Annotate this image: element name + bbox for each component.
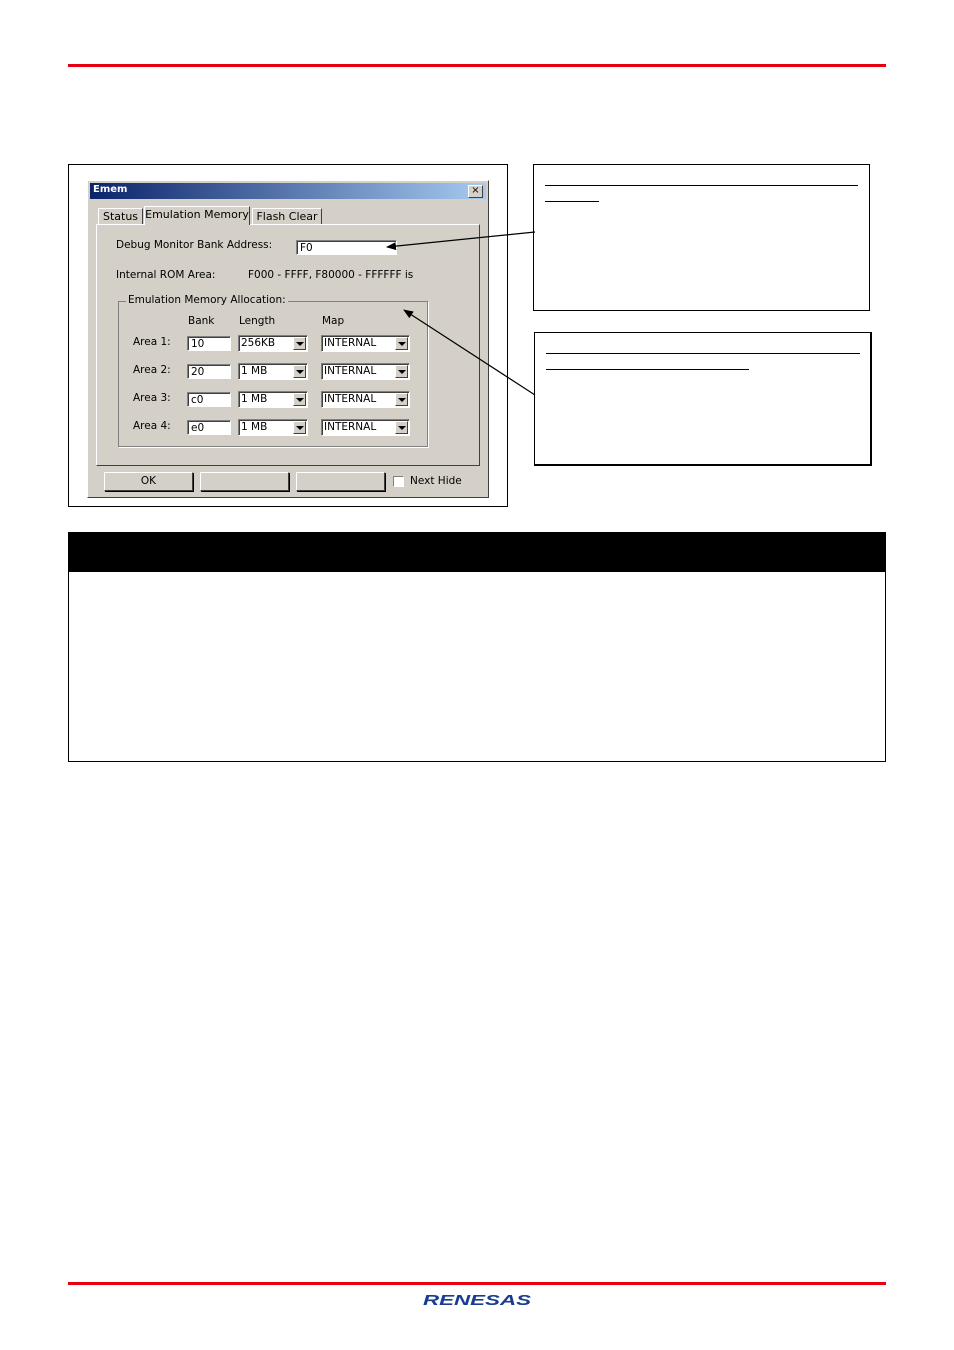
dialog-titlebar <box>90 183 486 199</box>
svg-text:RENESAS: RENESAS <box>423 1292 531 1309</box>
col-header-bank: Bank <box>188 315 215 327</box>
area-3-map-select[interactable] <box>321 391 410 408</box>
allocation-title: Emulation Memory Allocation: <box>128 294 286 306</box>
debug-monitor-input[interactable]: F0 <box>296 240 397 255</box>
area-1-map-value: INTERNAL <box>324 337 377 349</box>
tab-status[interactable]: Status <box>98 208 143 224</box>
dialog-button-3[interactable] <box>296 472 385 491</box>
close-icon: × <box>471 185 480 196</box>
area-4-length-value: 1 MB <box>241 421 268 433</box>
chevron-down-icon[interactable] <box>293 365 306 378</box>
area-2-length-value: 1 MB <box>241 365 268 377</box>
area-2-map-select[interactable] <box>321 363 410 380</box>
emem-dialog <box>87 180 489 498</box>
next-hide-label: Next Hide <box>410 475 462 487</box>
area-4-length-select[interactable] <box>238 419 308 436</box>
ok-button[interactable]: OK <box>104 472 193 491</box>
callout-2-heading-line <box>546 353 860 354</box>
dialog-title: Emem <box>93 184 128 195</box>
area-4-label: Area 4: <box>133 420 171 432</box>
col-header-length: Length <box>239 315 276 327</box>
area-1-label: Area 1: <box>133 336 171 348</box>
chevron-down-icon[interactable] <box>293 421 306 434</box>
tab-flash-clear[interactable]: Flash Clear <box>252 208 322 224</box>
callout-box-1 <box>533 164 870 311</box>
close-button[interactable] <box>468 185 483 198</box>
area-2-bank-input[interactable]: 20 <box>187 364 231 379</box>
chevron-down-icon[interactable] <box>293 337 306 350</box>
renesas-logo <box>423 1290 533 1310</box>
chevron-down-icon[interactable] <box>293 393 306 406</box>
debug-monitor-label: Debug Monitor Bank Address: <box>116 239 273 251</box>
area-4-map-select[interactable] <box>321 419 410 436</box>
note-body <box>68 572 886 762</box>
chevron-down-icon[interactable] <box>395 337 408 350</box>
area-3-map-value: INTERNAL <box>324 393 377 405</box>
internal-rom-label: Internal ROM Area: <box>116 269 216 281</box>
area-2-label: Area 2: <box>133 364 171 376</box>
chevron-down-icon[interactable] <box>395 421 408 434</box>
area-3-label: Area 3: <box>133 392 171 404</box>
area-4-bank-input[interactable]: e0 <box>187 420 231 435</box>
area-1-map-select[interactable] <box>321 335 410 352</box>
dialog-button-2[interactable] <box>200 472 289 491</box>
tab-emulation-memory[interactable]: Emulation Memory <box>144 206 250 225</box>
note-header <box>68 532 886 572</box>
footer-rule <box>68 1282 886 1285</box>
area-1-length-select[interactable] <box>238 335 308 352</box>
area-3-length-select[interactable] <box>238 391 308 408</box>
callout-2-heading-line-2 <box>546 369 749 370</box>
callout-box-2 <box>534 332 872 466</box>
area-1-length-value: 256KB <box>241 337 276 349</box>
col-header-map: Map <box>322 315 345 327</box>
area-2-length-select[interactable] <box>238 363 308 380</box>
internal-rom-value: F000 - FFFF, F80000 - FFFFFF is <box>248 269 414 281</box>
area-3-length-value: 1 MB <box>241 393 268 405</box>
chevron-down-icon[interactable] <box>395 393 408 406</box>
next-hide-checkbox[interactable] <box>393 476 404 487</box>
callout-1-heading-line <box>545 185 858 186</box>
area-4-map-value: INTERNAL <box>324 421 377 433</box>
area-1-bank-input[interactable]: 10 <box>187 336 231 351</box>
area-2-map-value: INTERNAL <box>324 365 377 377</box>
header-rule <box>68 64 886 67</box>
callout-1-heading-line-2 <box>545 201 599 202</box>
area-3-bank-input[interactable]: c0 <box>187 392 231 407</box>
chevron-down-icon[interactable] <box>395 365 408 378</box>
